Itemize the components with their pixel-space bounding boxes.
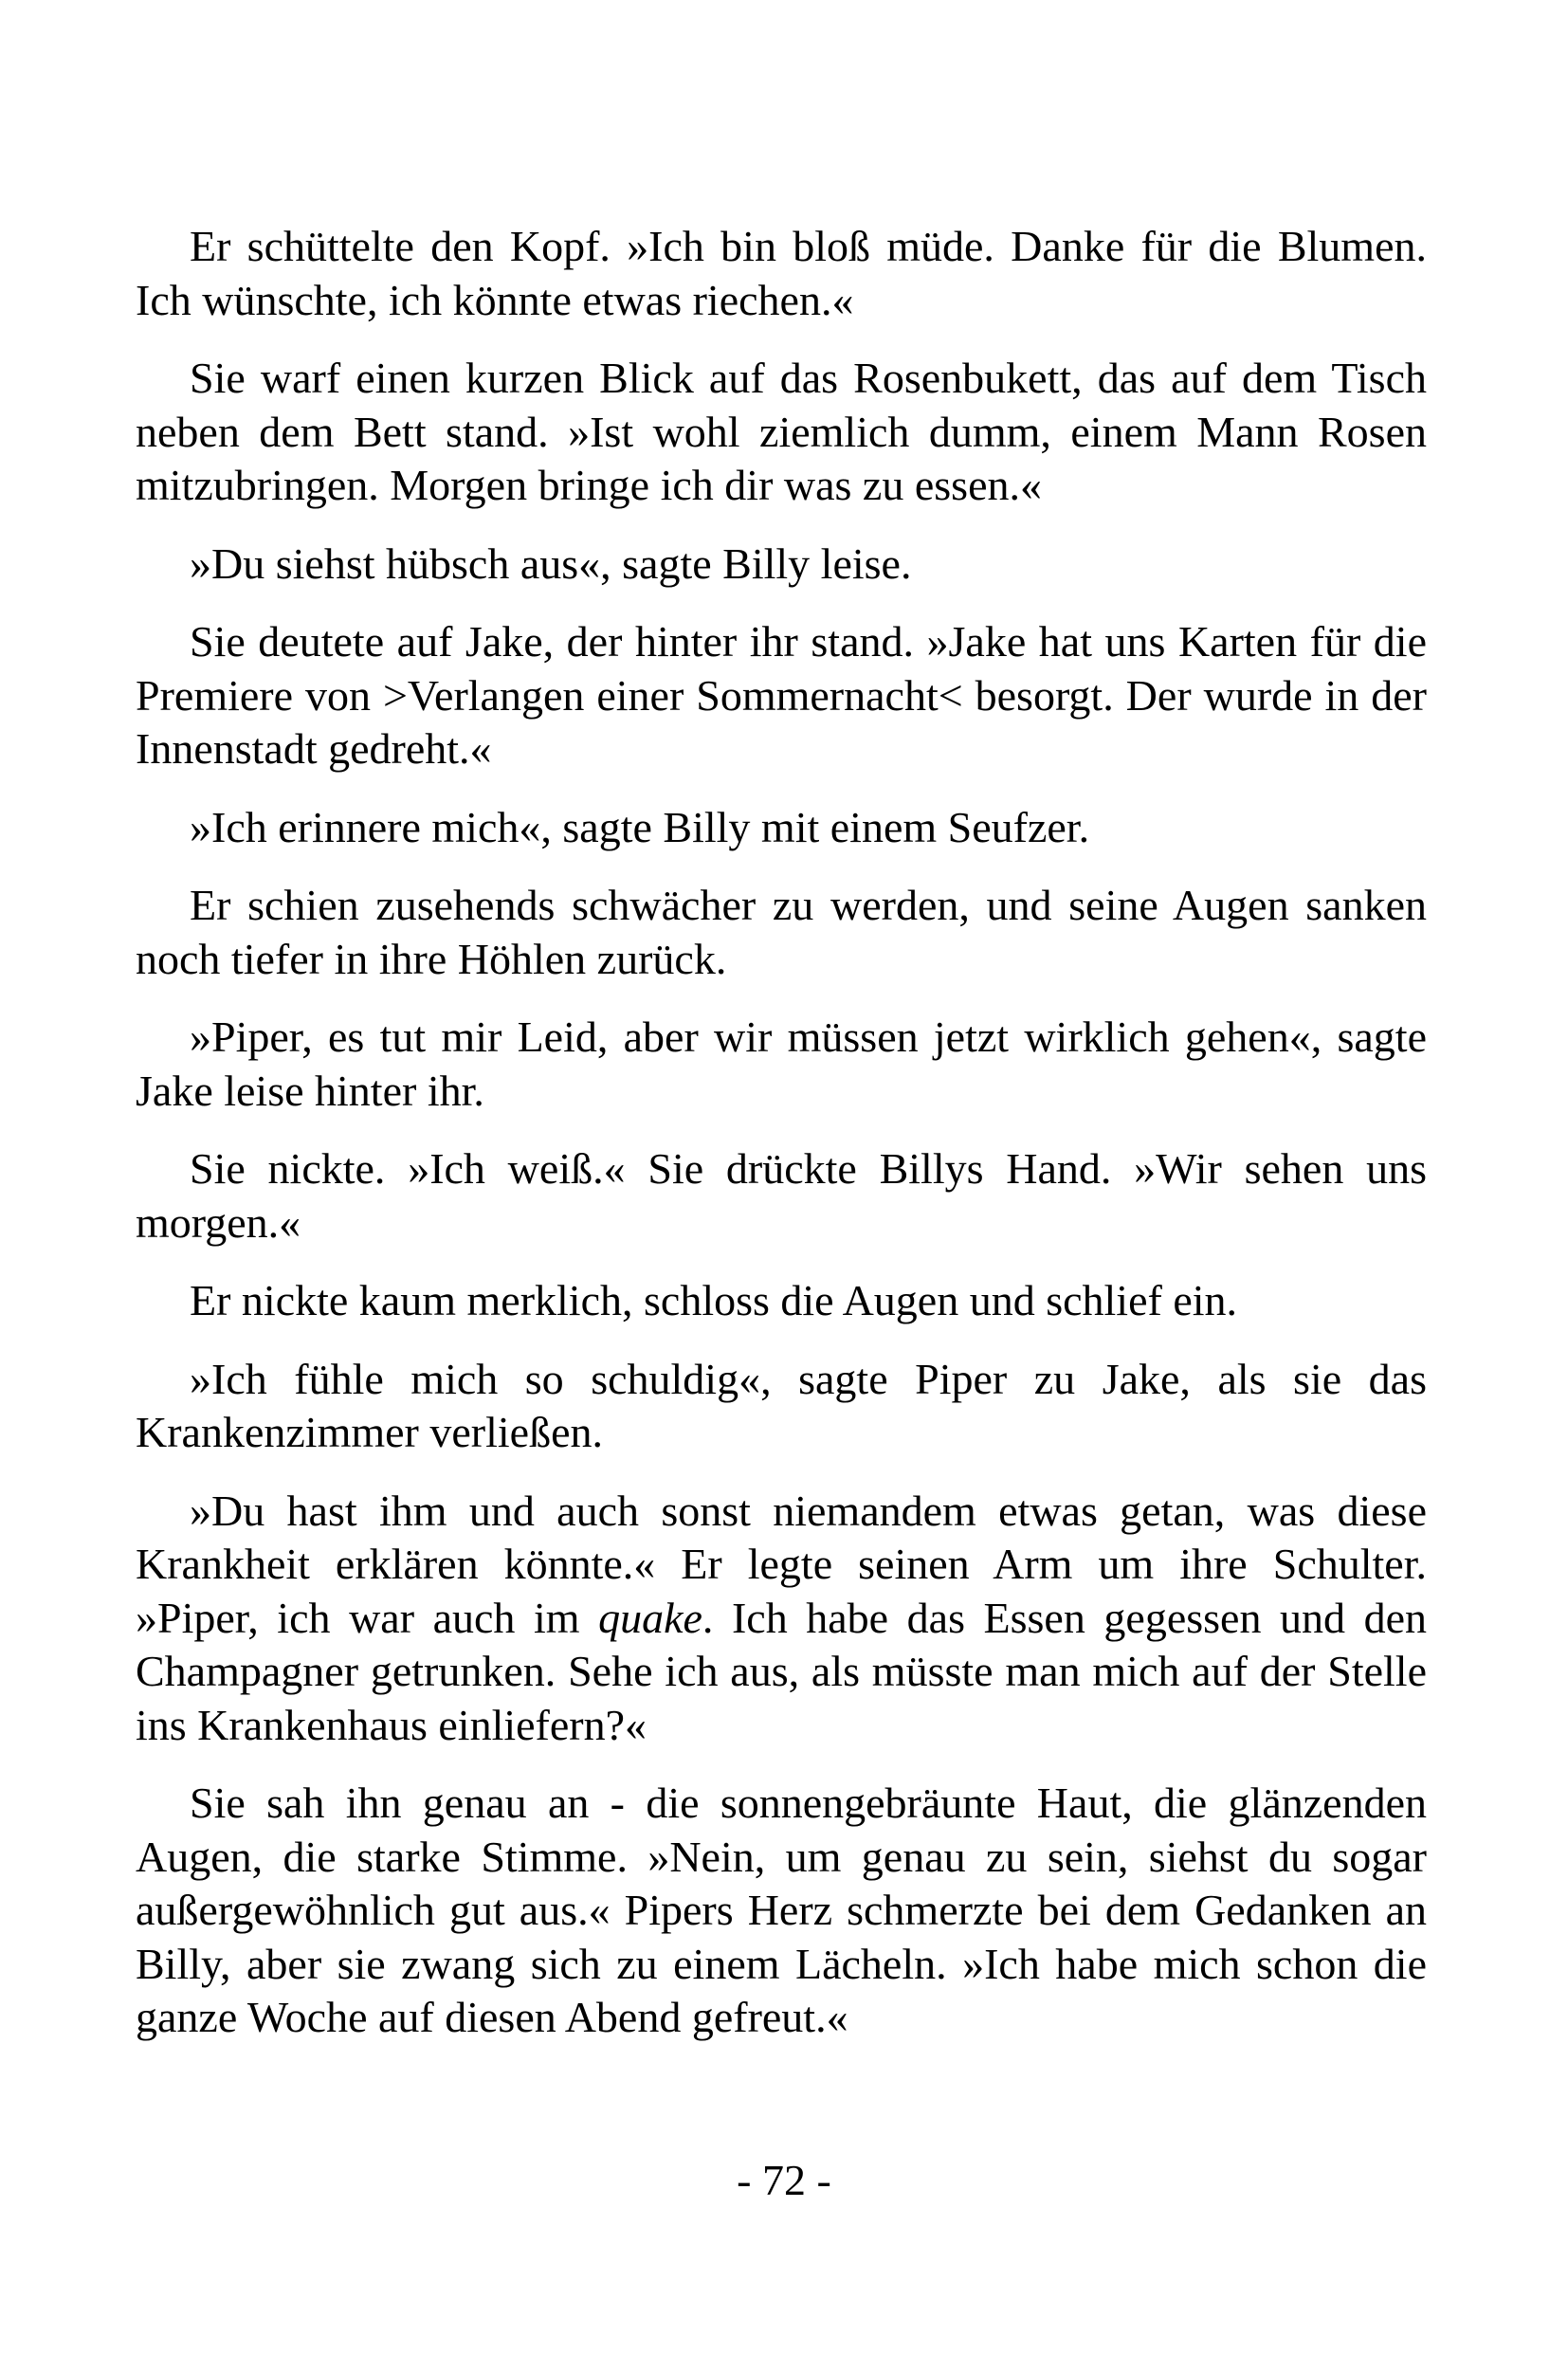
paragraph-11-text-after: . Ich habe das Essen gegessen und den Champagner getrunken. Sehe ich aus, als müsste man mich auf der Stelle ins Krankenhaus einliefern?« <box>136 1593 1427 1749</box>
paragraph-4: Sie deutete auf Jake, der hinter ihr stand. »Jake hat uns Karten für die Premiere von >Verlangen einer Sommernacht< besorgt. Der wurde in der Innenstadt gedreht.« <box>136 617 1427 773</box>
paragraph-12: Sie sah ihn genau an - die sonnengebräunte Haut, die glänzenden Augen, die starke Stimme. »Nein, um genau zu sein, siehst du sogar außergewöhnlich gut aus.« Pipers Herz schmerzte bei dem Gedanken an Billy, aber sie zwang sich zu einem Lächeln. »Ich habe mich schon die ganze Woche auf diesen Abend gefreut.« <box>136 1779 1427 2041</box>
paragraph-11-text-before: »Du hast ihm und auch sonst niemandem etwas getan, was diese Krankheit erklären könnte.« Er legte seinen Arm um ihre Schulter. »Piper, ich war auch im <box>136 1486 1427 1642</box>
paragraph-8: Sie nickte. »Ich weiß.« Sie drückte Billys Hand. »Wir sehen uns morgen.« <box>136 1144 1427 1247</box>
page-body <box>136 220 1427 2070</box>
page-number: - 72 - <box>737 2156 831 2204</box>
paragraph-2: Sie warf einen kurzen Blick auf das Rosenbukett, das auf dem Tisch neben dem Bett stand. »Ist wohl ziemlich dumm, einem Mann Rosen mitzubringen. Morgen bringe ich dir was zu essen.« <box>136 354 1427 509</box>
paragraph-9: Er nickte kaum merklich, schloss die Augen und schlief ein. <box>190 1276 1238 1324</box>
paragraph-11-emphasis: quake <box>598 1593 702 1642</box>
paragraph-3: »Du siehst hübsch aus«, sagte Billy leise. <box>190 538 912 588</box>
paragraph-10: »Ich fühle mich so schuldig«, sagte Piper zu Jake, als sie das Krankenzimmer verließen. <box>136 1354 1427 1456</box>
paragraph-6: Er schien zusehends schwächer zu werden, und seine Augen sanken noch tiefer in ihre Höhlen zurück. <box>136 881 1427 983</box>
paragraph-1: Er schüttelte den Kopf. »Ich bin bloß müde. Danke für die Blumen. Ich wünschte, ich könnte etwas riechen.« <box>136 222 1427 324</box>
paragraph-5: »Ich erinnere mich«, sagte Billy mit einem Seufzer. <box>190 802 1090 851</box>
paragraph-11 <box>136 1485 1427 1753</box>
paragraph-7: »Piper, es tut mir Leid, aber wir müssen jetzt wirklich gehen«, sagte Jake leise hinter ihr. <box>136 1013 1427 1115</box>
